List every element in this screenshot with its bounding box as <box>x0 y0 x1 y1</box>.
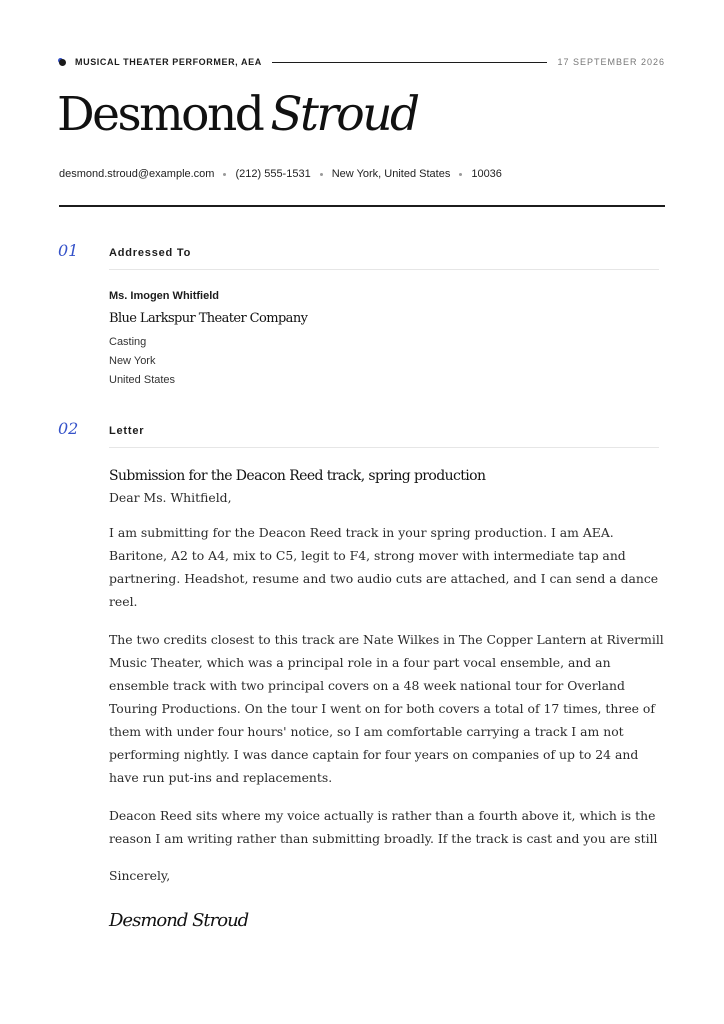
section-number: 02 <box>58 419 79 438</box>
separator-dot-icon <box>320 173 323 176</box>
letter-paragraph: Deacon Reed sits where my voice actually is rather than a fourth above it, which is the reason I am writing rather than submitting broadly. If the track is cast and you are still <box>109 808 658 846</box>
letter-date: 17 SEPTEMBER 2026 <box>557 57 665 67</box>
letter-subject: Submission for the Deacon Reed track, spring production <box>109 468 486 484</box>
recipient-line: Casting <box>109 336 147 348</box>
last-name: Stroud <box>270 87 418 142</box>
role-title: MUSICAL THEATER PERFORMER, AEA <box>75 57 262 67</box>
letter-paragraph: The two credits closest to this track are Nate Wilkes in The Copper Lantern at Rivermill Music Theater, which was a principal role in a four part vocal ensemble, and an ensemble track with two principal covers on a 48 week national tour for Overland Touring Productions. On the tour I went on for both covers a total of 17 times, three of them with under four hours' notice, so I am comfortable carrying a track I am not performing nightly. I was dance captain for four years on companies of up to 24 and have run put-ins and replacements. <box>109 632 664 785</box>
recipient-line: United States <box>109 374 176 386</box>
separator-dot-icon <box>459 173 462 176</box>
applicant-name <box>57 80 418 150</box>
recipient-block <box>109 290 307 387</box>
contact-location: New York, United States <box>331 168 451 180</box>
letter-closing: Sincerely, <box>109 868 171 883</box>
section-title: Letter <box>109 425 145 437</box>
first-name: Desmond <box>57 87 263 142</box>
contact-line <box>59 168 502 180</box>
recipient-line: New York <box>109 355 156 367</box>
separator-dot-icon <box>223 173 226 176</box>
contact-phone[interactable]: (212) 555-1531 <box>235 168 311 180</box>
recipient-name: Ms. Imogen Whitfield <box>109 290 219 302</box>
bullet-dot-icon <box>59 59 66 66</box>
signature: Desmond Stroud <box>109 910 249 931</box>
header-bar <box>59 55 665 69</box>
section-divider <box>109 447 659 448</box>
recipient-company: Blue Larkspur Theater Company <box>109 311 308 326</box>
section-number: 01 <box>58 241 79 260</box>
contact-zip: 10036 <box>471 168 502 180</box>
section-divider <box>109 269 659 270</box>
section-title: Addressed To <box>109 247 192 259</box>
header-divider <box>272 62 548 63</box>
contact-email[interactable]: desmond.stroud@example.com <box>59 168 215 180</box>
header-rule <box>59 205 665 207</box>
letter-greeting: Dear Ms. Whitfield, <box>109 490 232 505</box>
letter-paragraph: I am submitting for the Deacon Reed track in your spring production. I am AEA. Baritone, A2 to A4, mix to C5, legit to F4, strong mover with intermediate tap and partnering. Headshot, resume and two audio cuts are attached, and I can send a dance reel. <box>109 525 659 609</box>
letter-body <box>109 466 669 850</box>
